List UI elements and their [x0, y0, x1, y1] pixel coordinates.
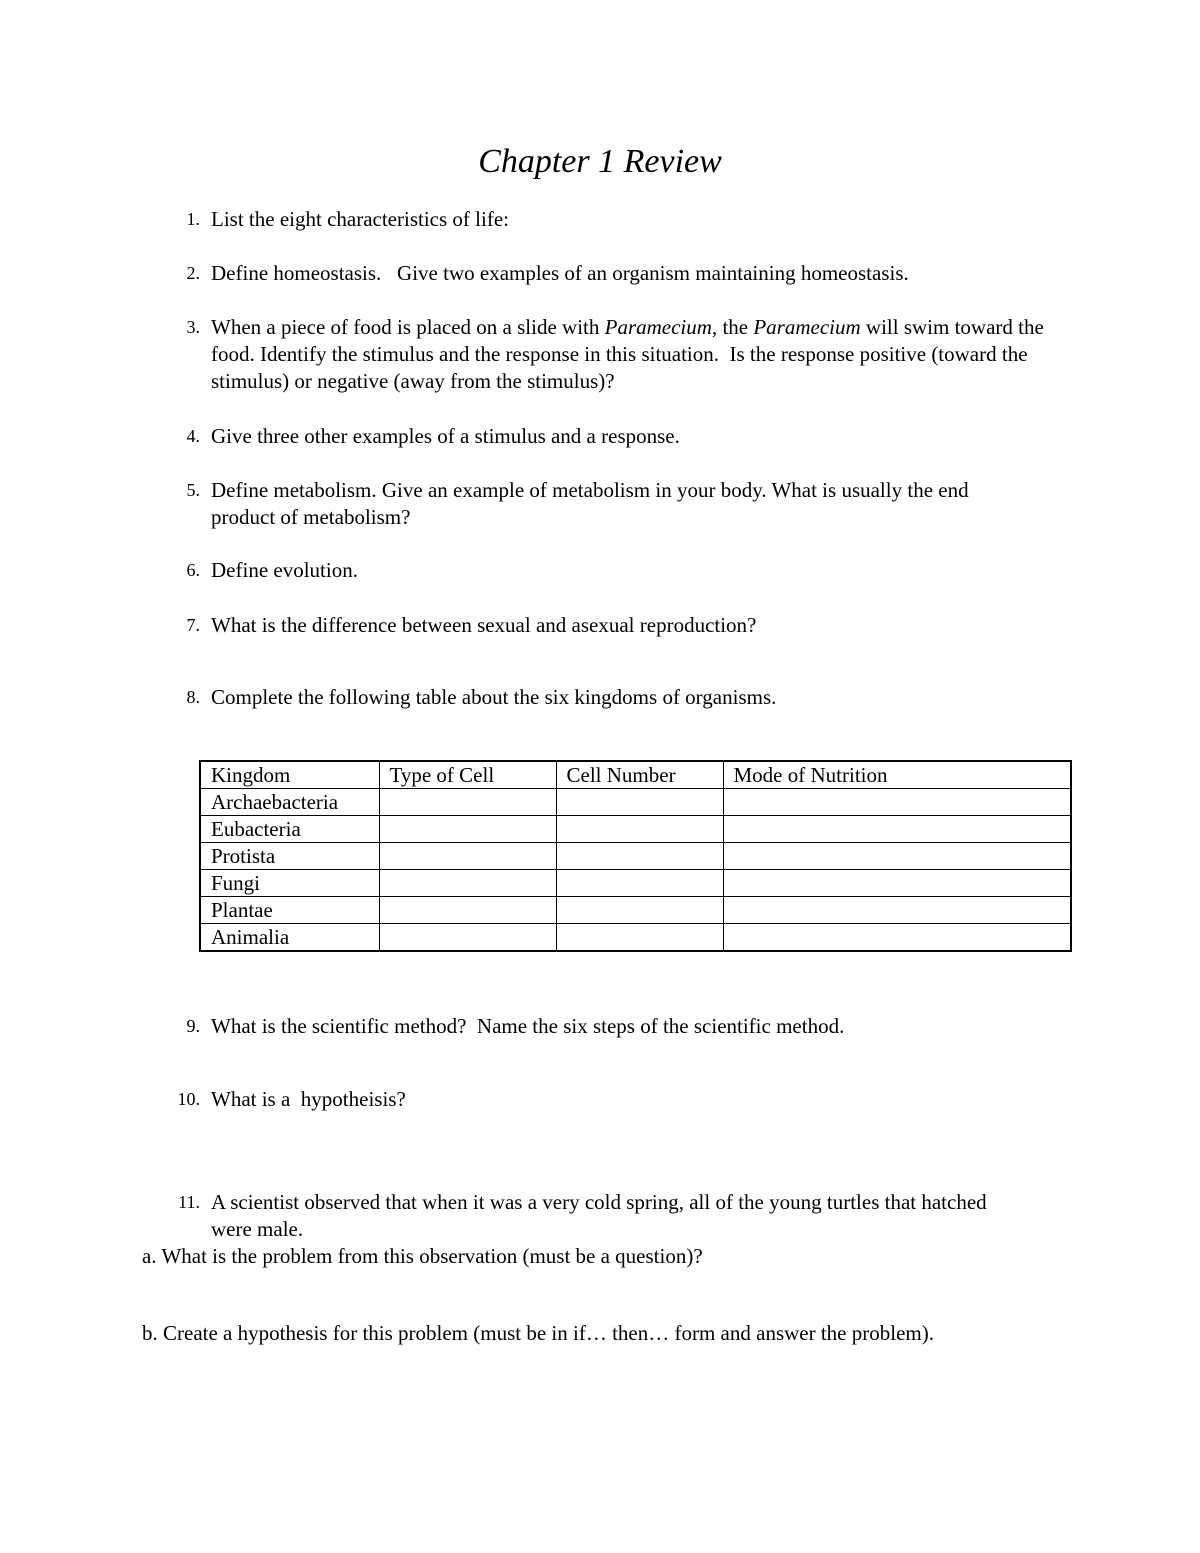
question-text-part: When a piece of food is placed on a slide with — [211, 315, 605, 339]
question-text — [211, 314, 1050, 395]
table-row — [200, 924, 1071, 952]
question-text: Define metabolism. Give an example of metabolism in your body. What is usually the end product of metabolism? — [211, 478, 969, 529]
question-text: Complete the following table about the six kingdoms of organisms. — [211, 685, 777, 709]
kingdom-name-cell: Protista — [200, 843, 379, 870]
blank-answer-cell[interactable] — [723, 897, 1071, 924]
kingdom-name-cell: Fungi — [200, 870, 379, 897]
question-number: 8. — [186, 687, 200, 707]
blank-answer-cell[interactable] — [723, 870, 1071, 897]
table-row — [200, 789, 1071, 816]
question-text-part: will swim toward the food. Identify the stimulus and the response in this situation. Is the response positive (toward the stimulus) or negative (away from the stimulus)? — [211, 315, 1050, 393]
subpart-a: a. What is the problem from this observation (must be a question)? — [142, 1244, 703, 1268]
organism-name: Paramecium — [753, 315, 861, 339]
question-number: 3. — [186, 317, 200, 337]
table-row — [200, 816, 1071, 843]
question-number: 4. — [186, 426, 200, 446]
table-header-cell: Cell Number — [556, 761, 723, 789]
blank-answer-cell[interactable] — [379, 897, 556, 924]
question-text: What is the scientific method? Name the six steps of the scientific method. — [211, 1014, 845, 1038]
question-number: 5. — [186, 480, 200, 500]
organism-name: Paramecium, — [604, 315, 718, 339]
question-text: Define homeostasis. Give two examples of an organism maintaining homeostasis. — [211, 261, 909, 285]
blank-answer-cell[interactable] — [723, 789, 1071, 816]
blank-answer-cell[interactable] — [379, 843, 556, 870]
blank-answer-cell[interactable] — [556, 897, 723, 924]
kingdom-name-cell: Animalia — [200, 924, 379, 952]
table-row — [200, 897, 1071, 924]
blank-answer-cell[interactable] — [379, 924, 556, 952]
question-text: A scientist observed that when it was a very cold spring, all of the young turtles that hatched were male. — [211, 1190, 987, 1241]
blank-answer-cell[interactable] — [379, 816, 556, 843]
kingdom-name-cell: Eubacteria — [200, 816, 379, 843]
question-number: 9. — [186, 1016, 200, 1036]
question-text: Define evolution. — [211, 558, 358, 582]
question-text: What is the difference between sexual and asexual reproduction? — [211, 613, 757, 637]
blank-answer-cell[interactable] — [556, 924, 723, 952]
blank-answer-cell[interactable] — [723, 816, 1071, 843]
question-text: Give three other examples of a stimulus and a response. — [211, 424, 680, 448]
blank-answer-cell[interactable] — [556, 870, 723, 897]
question-number: 2. — [186, 263, 200, 283]
subpart-b: b. Create a hypothesis for this problem (must be in if… then… form and answer the problem). — [142, 1321, 934, 1345]
kingdom-name-cell: Plantae — [200, 897, 379, 924]
blank-answer-cell[interactable] — [556, 843, 723, 870]
table-header-cell: Type of Cell — [379, 761, 556, 789]
question-text: What is a hypotheisis? — [211, 1087, 406, 1111]
question-number: 1. — [186, 209, 200, 229]
blank-answer-cell[interactable] — [379, 789, 556, 816]
table-row — [200, 870, 1071, 897]
question-number: 7. — [186, 615, 200, 635]
page-title: Chapter 1 Review — [478, 143, 722, 180]
blank-answer-cell[interactable] — [723, 924, 1071, 952]
blank-answer-cell[interactable] — [556, 816, 723, 843]
question-number: 11. — [178, 1192, 200, 1212]
table-row — [200, 843, 1071, 870]
question-text: List the eight characteristics of life: — [211, 207, 509, 231]
blank-answer-cell[interactable] — [723, 843, 1071, 870]
kingdom-name-cell: Archaebacteria — [200, 789, 379, 816]
question-number: 10. — [177, 1089, 200, 1109]
blank-answer-cell[interactable] — [379, 870, 556, 897]
table-header-cell: Kingdom — [200, 761, 379, 789]
table-header-row — [200, 761, 1071, 789]
table-header-cell: Mode of Nutrition — [723, 761, 1071, 789]
blank-answer-cell[interactable] — [556, 789, 723, 816]
kingdoms-table — [199, 760, 1072, 952]
question-text-part: the — [717, 315, 754, 339]
question-number: 6. — [186, 560, 200, 580]
